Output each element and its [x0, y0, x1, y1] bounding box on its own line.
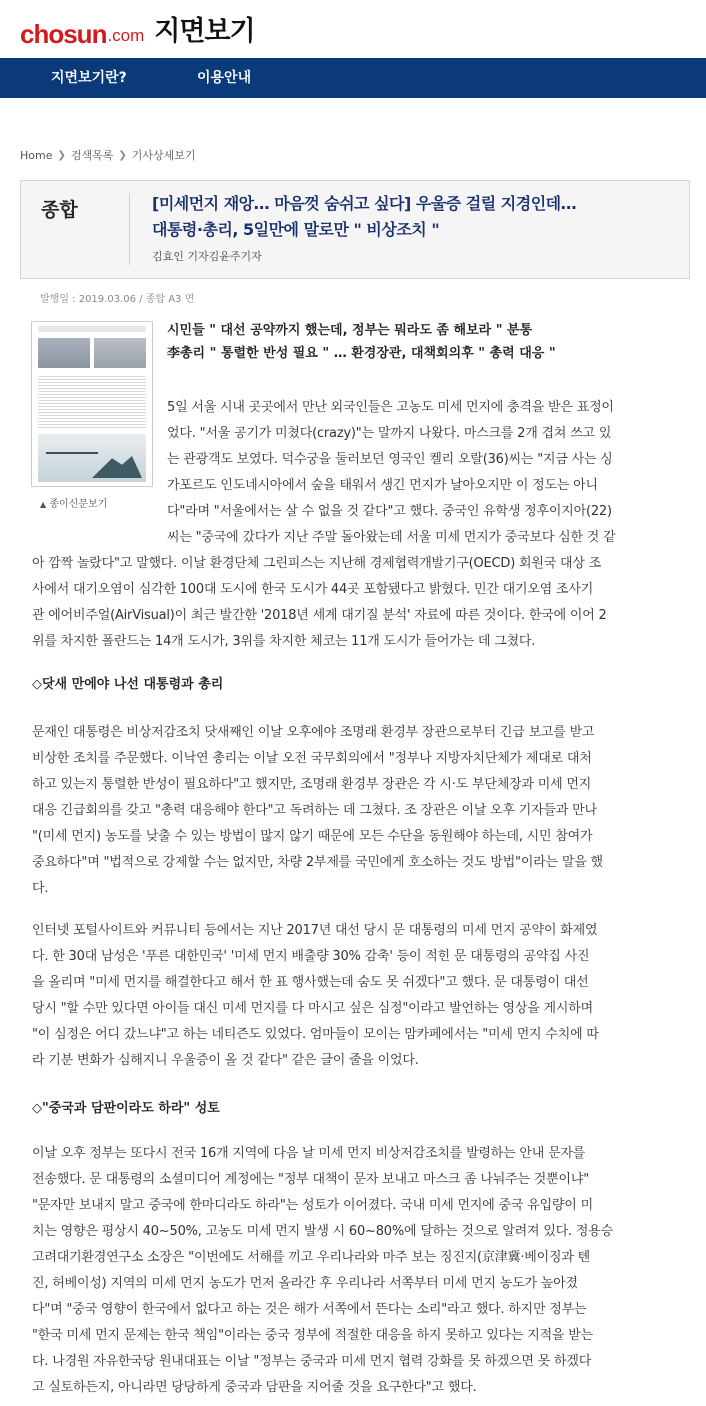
view-paper-label: 종이신문보기 [49, 499, 108, 510]
nav-item-guide[interactable]: 이용안내 [197, 70, 252, 86]
section-title: ◇"중국과 담판이라도 하라" 성토 [32, 1101, 220, 1116]
thumbnail-ad-mountain [92, 456, 142, 478]
paragraph-line: 다. 나경원 자유한국당 원내대표는 이날 "정부는 중국과 미세 먼지 협력 강화를 못 하겠으면 못 하겠다 [32, 1354, 592, 1369]
paragraph-line: 이날 오후 정부는 또다시 전국 16개 지역에 다음 날 미세 먼지 비상저감조치를 발령하는 안내 문자를 [32, 1146, 586, 1161]
paragraph-line: 사에서 대기오염이 심각한 100대 도시에 한국 도시가 44곳 포함됐다고 밝혔다. 민간 대기오염 조사기 [32, 582, 594, 597]
article-subhead [167, 319, 556, 365]
paragraph-line: 비상한 조치를 주문했다. 이낙연 총리는 이날 오전 국무회의에서 "정부나 지방자치단체가 제대로 대처 [32, 751, 592, 766]
paragraph-line: 씨는 "중국에 갔다가 지난 주말 돌아왔는데 서울 미세 먼지가 중국보다 심한 것 같 [167, 530, 616, 545]
paragraph-line: "이 심정은 어디 갔느냐"고 하는 네티즌도 있었다. 엄마들이 모이는 맘카페에서는 "미세 먼지 수치에 따 [32, 1027, 599, 1042]
paragraph-line: 문재인 대통령은 비상저감조치 닷새째인 이날 오후에야 조명래 환경부 장관으로부터 긴급 보고를 받고 [32, 725, 595, 740]
paragraph-line: 진, 허베이성) 지역의 미세 먼지 농도가 먼저 올라간 후 우리나라 서쪽부터 미세 먼지 농도가 높아졌 [32, 1276, 578, 1291]
paragraph-line: 전송했다. 문 대통령의 소셜미디어 계정에는 "정부 대책이 문자 보내고 마스크 좀 나눠주는 것뿐이냐" [32, 1172, 589, 1187]
paragraph-line: "문자만 보내지 말고 중국에 한마디라도 하라"는 성토가 이어졌다. 국내 미세 먼지에 중국 유입량이 미 [32, 1198, 593, 1213]
paragraph-line: 다. [32, 881, 49, 896]
section-label: 종합 [41, 199, 78, 221]
main-nav [0, 58, 706, 98]
thumbnail-text [38, 374, 146, 430]
article-header [20, 180, 690, 279]
subhead-line: 시민들 " 대선 공약까지 했는데, 정부는 뭐라도 좀 해보라 " 분통 [167, 323, 533, 338]
chevron-right-icon: ❯ [118, 149, 127, 161]
publication-info: 발행일 : 2019.03.06 / 종합 A3 면 [40, 294, 195, 305]
section-title: ◇닷새 만에야 나선 대통령과 총리 [32, 677, 224, 692]
thumbnail-masthead [38, 326, 146, 332]
newspaper-page-thumbnail[interactable] [31, 321, 153, 487]
breadcrumb-current: 기사상세보기 [131, 149, 196, 162]
paragraph-line: 인터넷 포털사이트와 커뮤니티 등에서는 지난 2017년 대선 당시 문 대통령의 미세 먼지 공약이 화제였 [32, 923, 598, 938]
site-header [0, 0, 706, 58]
logo-dotcom: .com [107, 26, 145, 45]
thumbnail-photo [38, 338, 90, 368]
paragraph-line: 5일 서울 시내 곳곳에서 만난 외국인들은 고농도 미세 먼지에 충격을 받은 표정이 [167, 400, 614, 415]
paragraph-line: 을 올리며 "미세 먼지를 해결한다고 해서 한 표 행사했는데 숨도 못 쉬겠다"고 했다. 문 대통령이 대선 [32, 975, 589, 990]
thumbnail-ad-script [46, 444, 98, 454]
paragraph-line: 었다. "서울 공기가 미쳤다(crazy)"는 말까지 나왔다. 마스크를 2개 겹쳐 쓰고 있 [167, 426, 612, 441]
paragraph-line: 다. 한 30대 남성은 '푸른 대한민국' '미세 먼지 배출량 30% 감축' 등이 적힌 문 대통령의 공약집 사진 [32, 949, 590, 964]
paragraph-line: 다"며 "중국 영향이 한국에서 없다고 하는 것은 해가 서쪽에서 뜬다는 소리"라고 했다. 하지만 정부는 [32, 1302, 587, 1317]
paragraph-line: 라 기분 변화가 심해지니 우울증이 올 것 같다" 같은 글이 줄을 이었다. [32, 1053, 419, 1068]
byline: 김효인 기자김윤주기자 [152, 250, 262, 263]
breadcrumb-search-list[interactable]: 검색목록 [70, 149, 114, 162]
view-paper-link[interactable] [40, 495, 107, 510]
paragraph-line: 관 에어비주얼(AirVisual)이 최근 발간한 '2018년 세계 대기질 분석' 자료에 따른 것이다. 한국에 이어 2 [32, 608, 607, 623]
paragraph-line: 중요하다"며 "법적으로 강제할 수는 없지만, 차량 2부제를 국민에게 호소하는 것도 방법"이라는 말을 했 [32, 855, 603, 870]
paragraph-line: 대응 긴급회의를 갖고 "총력 대응해야 한다"고 독려하는 데 그쳤다. 조 장관은 이날 오후 기자들과 만나 [32, 803, 597, 818]
paragraph-4 [32, 1141, 677, 1401]
subhead-line: 李총리 " 통렬한 반성 필요 " … 환경장관, 대책회의후 " 총력 대응 " [167, 346, 556, 361]
breadcrumb [20, 148, 196, 162]
triangle-up-icon: ▲ [40, 500, 47, 509]
headline-line: 대통령·총리, 5일만에 말로만 " 비상조치 " [152, 220, 440, 239]
thumbnail-photo [94, 338, 146, 368]
paragraph-line: "(미세 먼지) 농도를 낮출 수 있는 방법이 많지 않기 때문에 모든 수단을 동원해야 하는데, 시민 참여가 [32, 829, 593, 844]
logo-brand: chosun [20, 19, 107, 49]
nav-item-about[interactable]: 지면보기란? [51, 70, 127, 86]
paragraph-line: 는 관광객도 보였다. 덕수궁을 둘러보던 영국인 켈리 오랄(36)씨는 "지금 사는 싱 [167, 452, 613, 467]
paragraph-line: 다"라며 "서울에서는 살 수 없을 것 같다"고 했다. 중국인 유학생 정후이지아(22) [167, 504, 612, 519]
paragraph-line: 위를 차지한 폴란드는 14개 도시가, 3위를 차지한 체코는 11개 도시가 들어가는 데 그쳤다. [32, 634, 536, 649]
paragraph-line: 하고 있는지 통렬한 반성이 필요하다"고 했지만, 조명래 환경부 장관은 각 시·도 부단체장과 미세 먼지 [32, 777, 592, 792]
paragraph-1-top [167, 395, 677, 551]
thumbnail-ad [38, 434, 146, 482]
paragraph-line: "한국 미세 먼지 문제는 한국 책임"이라는 중국 정부에 적절한 대응을 하지 못하고 있다는 지적을 받는 [32, 1328, 593, 1343]
site-logo[interactable] [20, 16, 255, 48]
paragraph-line: 치는 영향은 평상시 40~50%, 고농도 미세 먼지 발생 시 60~80%에 달하는 것으로 알려져 있다. 정용승 [32, 1224, 613, 1239]
paragraph-line: 고려대기환경연구소 소장은 "이번에도 서해를 끼고 우리나라와 마주 보는 징진지(京津冀·베이징과 톈 [32, 1250, 590, 1265]
service-title: 지면보기 [154, 16, 255, 47]
chevron-right-icon: ❯ [57, 149, 66, 161]
paragraph-line: 아 깜짝 놀랐다"고 말했다. 이날 환경단체 그린피스는 지난해 경제협력개발기구(OECD) 회원국 대상 조 [32, 556, 602, 571]
breadcrumb-home[interactable]: Home [20, 148, 53, 162]
paragraph-1-bottom [32, 551, 677, 655]
paragraph-line: 고 실토하든지, 아니라면 당당하게 중국과 담판을 지어줄 것을 요구한다"고 했다. [32, 1380, 477, 1395]
paragraph-line: 가포르도 인도네시아에서 숲을 태워서 생긴 먼지가 날아오지만 이 정도는 아니 [167, 478, 598, 493]
article-headline [152, 191, 682, 243]
paragraph-2 [32, 720, 677, 902]
paragraph-3 [32, 918, 677, 1074]
headline-line: [미세먼지 재앙… 마음껏 숨쉬고 싶다] 우울증 걸릴 지경인데… [152, 194, 577, 213]
paragraph-line: 당시 "할 수만 있다면 아이들 대신 미세 먼지를 다 마시고 싶은 심정"이라고 발언하는 영상을 게시하며 [32, 1001, 593, 1016]
divider [129, 193, 130, 265]
